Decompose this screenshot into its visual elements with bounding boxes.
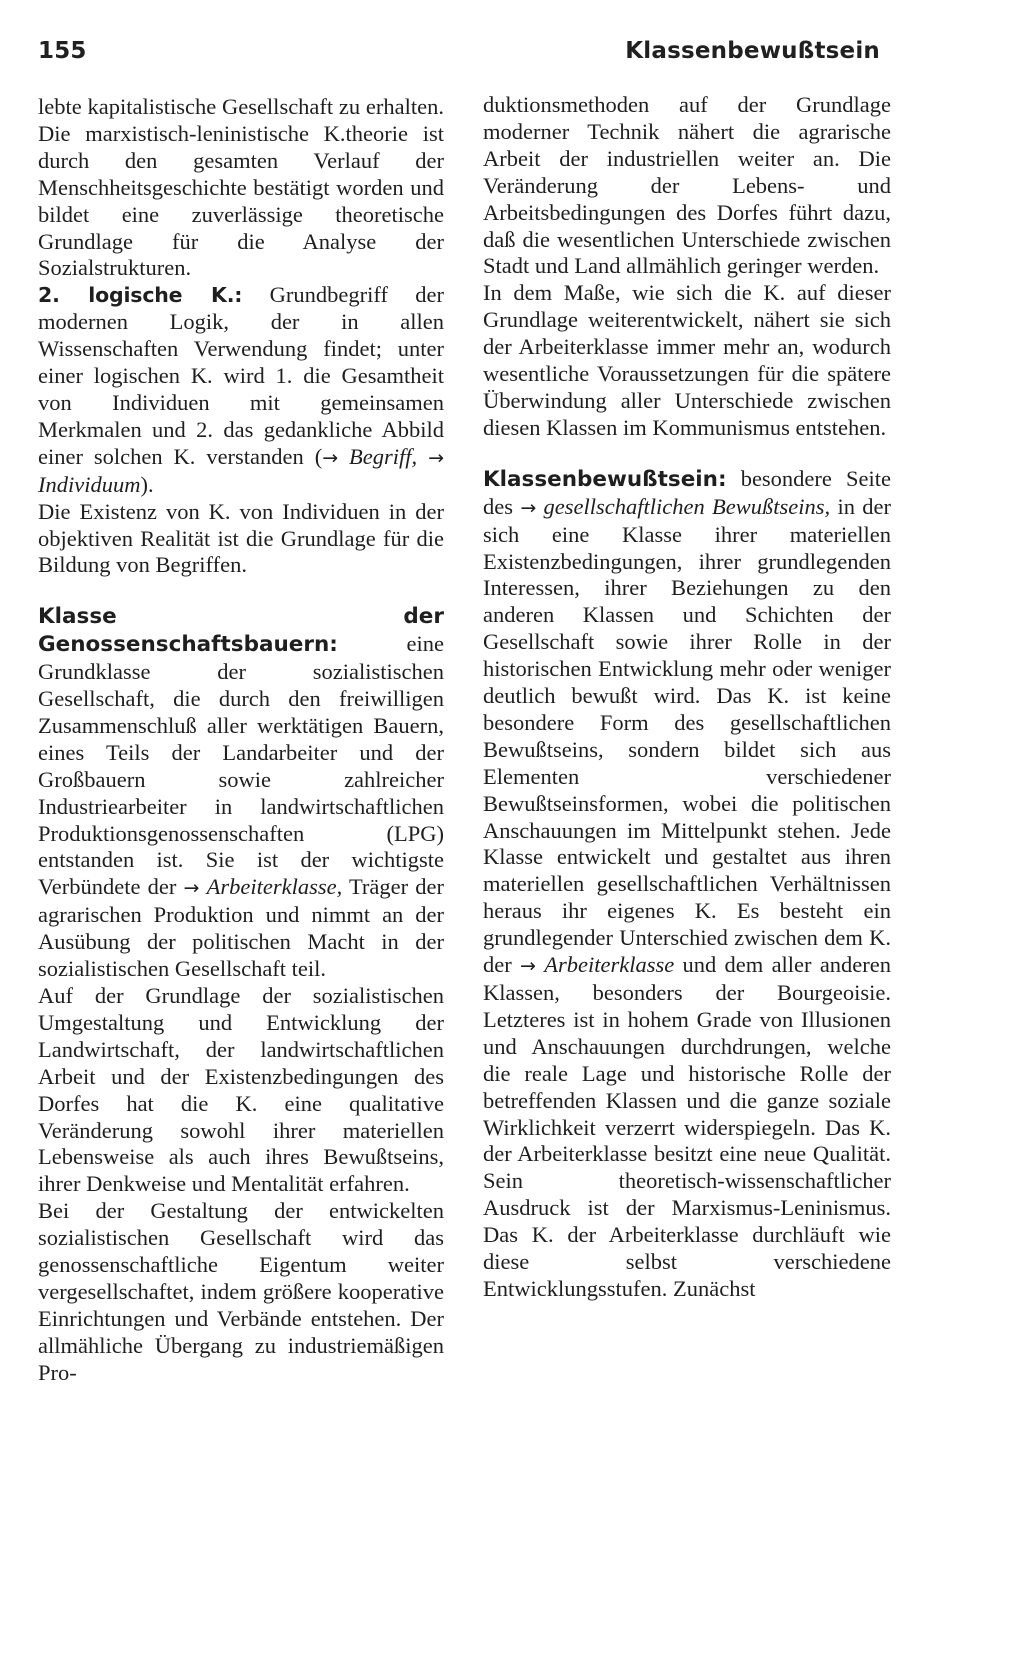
- paragraph: [38, 1198, 444, 1386]
- paragraph-text: Grundbegriff der modernen Logik, der in allen Wissenschaften Verwendung findet; unter einer logischen K. wird 1. die Gesamtheit von Individuen mit gemeinsamen Merkmalen und 2. das gedankliche Abbild einer solchen K. verstanden (: [38, 282, 445, 469]
- paragraph-text: Auf der Grundlage der sozialistischen Umgestaltung und Entwicklung der Landwirtschaft, der landwirtschaftlichen Arbeit und der Existenzbedingungen des Dorfes hat die K. eine qualitative Veränderung sowohl ihrer materiellen Lebensweise als auch ihres Bewußtseins, ihrer Denkweise und Mentalität erfahren.: [38, 983, 444, 1197]
- arrow-icon: →: [183, 877, 200, 900]
- paragraph: [483, 280, 891, 441]
- paragraph-text: besondere Seite des: [483, 465, 892, 519]
- paragraph-text: ).: [140, 471, 154, 497]
- entry-heading: Klasse der Genossenschaftsbauern:: [38, 604, 444, 658]
- paragraph-text: in der sich eine Klasse ihrer materiellen Existenzbedingungen, ihrer grundlegenden Interessen, ihrer Beziehungen zu den anderen Klassen und Schichten der Gesellschaft sowie ihrer Rolle in der historischen Entwicklung mehr oder weniger deutlich bewußt wird. Das K. ist keine besondere Form des gesellschaftlichen Bewußtseins, sondern bildet sich aus Elementen verschiedener Bewußtseinsformen, wobei die politischen Anschauungen im Mittelpunkt stehen. Jede Klasse entwickelt und gestaltet aus ihren materiellen gesellschaftlichen Verhältnissen heraus ihr eigenes K. Es besteht ein grundlegender Unterschied zwischen dem K. der: [483, 493, 892, 978]
- arrow-icon: →: [428, 446, 445, 469]
- running-head: Klassenbewußtsein: [625, 38, 880, 64]
- right-column: [483, 92, 891, 1303]
- cross-reference-link[interactable]: Arbeiterklasse,: [206, 874, 343, 900]
- paragraph: [38, 499, 444, 580]
- entry-logische-klasse: [38, 282, 444, 498]
- page-number: 155: [38, 38, 87, 64]
- arrow-icon: →: [322, 446, 339, 469]
- cross-reference-link[interactable]: gesellschaftlichen Bewußtseins,: [543, 493, 831, 519]
- entry-klassenbewusstsein: [483, 466, 891, 1303]
- paragraph-text: Träger der agrarischen Produktion und nimmt an der Ausübung der politischen Macht in der sozialistischen Gesellschaft teil.: [38, 874, 445, 982]
- entry-klasse-der-genossenschaftsbauern: [38, 603, 444, 983]
- paragraph-text: duktionsmethoden auf der Grundlage moderner Technik nähert die agrarische Arbeit der industriellen weiter an. Die Veränderung der Lebens- und Arbeitsbedingungen des Dorfes führt dazu, daß die wesentlichen Unterschiede zwischen Stadt und Land allmählich geringer werden.: [483, 92, 891, 279]
- paragraph-text: Die Existenz von K. von Individuen in der objektiven Realität ist die Grundlage für die Bildung von Begriffen.: [38, 498, 444, 578]
- paragraph: [483, 92, 891, 280]
- cross-reference-link[interactable]: Individuum: [38, 471, 141, 497]
- entry-heading: Klassenbewußtsein:: [483, 466, 727, 492]
- arrow-icon: →: [520, 496, 537, 519]
- paragraph-text: lebte kapitalistische Gesellschaft zu erhalten. Die marxistisch-leninistische K.theorie ist durch den gesamten Verlauf der Menschheitsgeschichte bestätigt worden und bildet eine zuverlässige theoretische Grundlage für die Analyse der Sozialstrukturen.: [38, 94, 444, 281]
- paragraph-text: In dem Maße, wie sich die K. auf dieser Grundlage weiterentwickelt, nähert sie sich der Arbeiterklasse immer mehr an, wodurch wesentliche Voraussetzungen für die spätere Überwindung aller Unterschiede zwischen diesen Klassen im Kommunismus entstehen.: [483, 280, 891, 440]
- paragraph-text: und dem aller anderen Klassen, besonders der Bourgeoisie. Letzteres ist in hohem Grade von Illusionen und Anschauungen durchdrungen, welche die reale Lage und historische Rolle der betreffenden Klassen und die ganze soziale Wirklichkeit verzerrt widerspiegeln. Das K. der Arbeiterklasse besitzt eine neue Qualität. Sein theoretisch-wissenschaftlicher Ausdruck ist der Marxismus-Leninismus. Das K. der Arbeiterklasse durchläuft wie diese selbst verschiedene Entwicklungsstufen. Zunächst: [483, 952, 892, 1301]
- entry-heading: 2. logische K.:: [38, 283, 243, 308]
- arrow-icon: →: [520, 955, 536, 978]
- paragraph-text: eine Grundklasse der sozialistischen Gesellschaft, die durch den freiwilligen Zusammenschluß aller werktätigen Bauern, eines Teils der Landarbeiter und der Großbauern sowie zahlreicher Industriearbeiter in landwirtschaftlichen Produktionsgenossenschaften (LPG) entstanden ist. Sie ist der wichtigste Verbündete der: [38, 631, 444, 900]
- left-column: [38, 94, 444, 1387]
- cross-reference-link[interactable]: Begriff,: [349, 443, 418, 469]
- paragraph-text: Bei der Gestaltung der entwickelten sozialistischen Gesellschaft wird das genossenschaftliche Eigentum weiter vergesellschaftet, indem größere kooperative Einrichtungen und Verbände entstehen. Der allmähliche Übergang zu industriemäßigen Pro-: [38, 1198, 444, 1385]
- cross-reference-link[interactable]: Arbeiterklasse: [544, 952, 675, 978]
- paragraph: [38, 94, 444, 282]
- paragraph: [38, 983, 444, 1198]
